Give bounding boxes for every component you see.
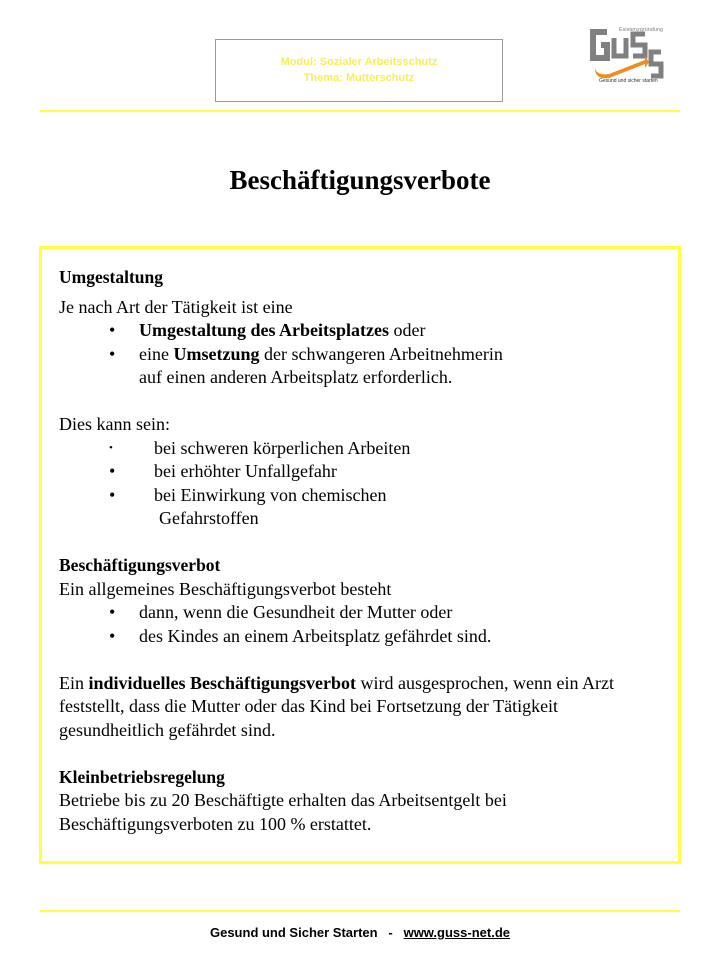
klein-text: Betriebe bis zu 20 Beschäftigte erhalten das Arbeitsentgelt bei Beschäftigungsverboten zu 100 % erstattet.	[59, 790, 507, 834]
list-item: • eine Umsetzung der schwangeren Arbeitnehmerin	[109, 343, 503, 364]
footer-divider	[40, 910, 680, 912]
list-item-continuation: Gefahrstoffen	[159, 508, 259, 528]
individuell-paragraph: Ein individuelles Beschäftigungsverbot wird ausgesprochen, wenn ein Arzt feststellt, dass die Mutter oder das Kind bei Fortsetzung der Tätigkeit gesundheitlich gefährdet sind.	[59, 672, 614, 740]
footer	[0, 925, 720, 940]
list-item: • bei Einwirkung von chemischen	[109, 484, 387, 505]
header-divider	[40, 110, 680, 112]
section-heading-umgestaltung: Umgestaltung	[59, 267, 164, 287]
verbot-intro: Ein allgemeines Beschäftigungsverbot besteht	[59, 578, 392, 599]
topic-label: Thema: Mutterschutz	[303, 72, 415, 84]
list-item: • bei schweren körperlichen Arbeiten	[109, 437, 411, 458]
section-heading-verbot: Beschäftigungsverbot	[59, 555, 221, 575]
list-item-continuation: auf einen anderen Arbeitsplatz erforderlich.	[139, 367, 453, 387]
logo-tagline-top: Existenzgründung	[619, 27, 664, 33]
content-body	[59, 266, 659, 836]
guss-logo-icon	[589, 24, 667, 84]
list-item: • Umgestaltung des Arbeitsplatzes oder	[109, 320, 426, 340]
module-info-box	[215, 39, 503, 102]
footer-link[interactable]: www.guss-net.de	[403, 925, 510, 940]
module-label: Modul: Sozialer Arbeitsschutz	[280, 56, 438, 68]
dies-intro: Dies kann sein:	[59, 414, 170, 434]
list-item: • bei erhöhter Unfallgefahr	[109, 461, 337, 481]
logo-tagline-bottom: Gesund und sicher starten	[599, 78, 658, 84]
page-title: Beschäftigungsverbote	[229, 165, 491, 195]
list-item: • des Kindes an einem Arbeitsplatz gefährdet sind.	[109, 625, 492, 646]
section-heading-klein: Kleinbetriebsregelung	[59, 766, 225, 787]
guss-logo	[589, 24, 667, 84]
list-item: • dann, wenn die Gesundheit der Mutter oder	[109, 602, 453, 622]
footer-text: Gesund und Sicher Starten -	[209, 925, 404, 940]
umgestaltung-intro: Je nach Art der Tätigkeit ist eine	[59, 296, 293, 317]
